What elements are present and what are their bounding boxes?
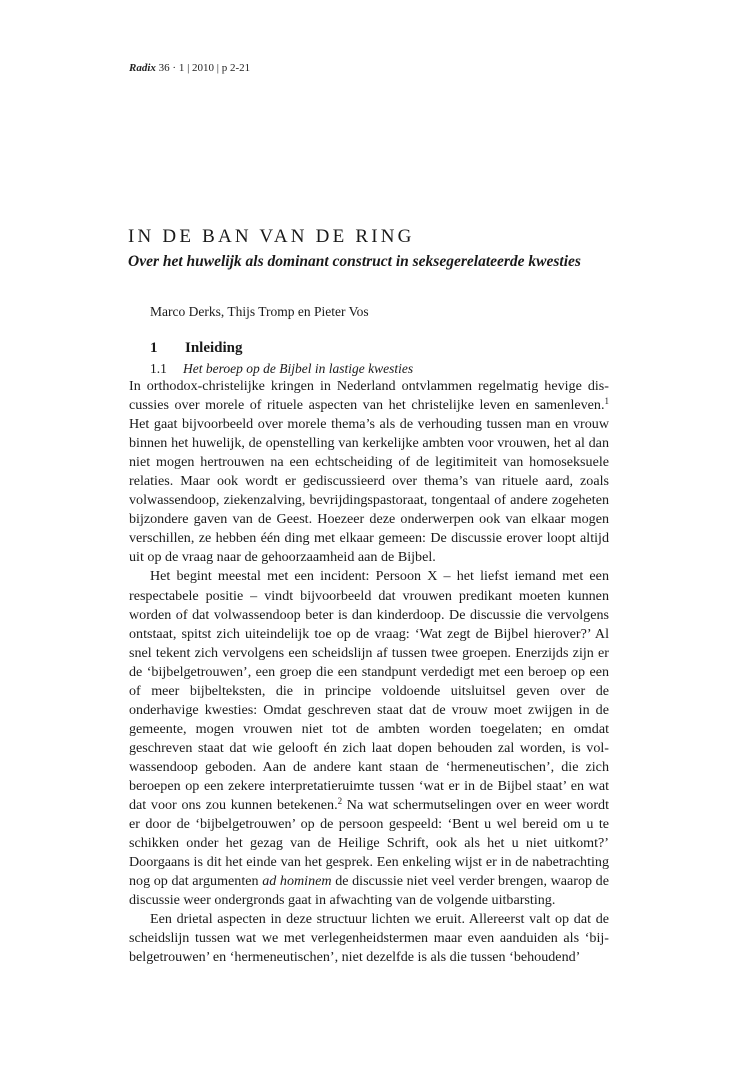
- section-title: Inleiding: [185, 340, 243, 356]
- section-number: 1: [150, 340, 158, 356]
- footnote-marker[interactable]: 1: [604, 396, 609, 407]
- paragraph-text: Het gaat bijvoorbeeld over morele thema’s als de verhouding tussen man en vrouw binnen het huwelijk, de openstelling van kerkelijke ambten voor vrouwen, het al dan niet mogen hertrouwen na een echtscheiding of de legitimiteit van homoseksuele relaties. Maar ook wordt er gediscussieerd over thema’s van rituele aard, zoals volwassendoop, ziekenzalving, bevrijdingspastoraat, tongentaal of andere zogeheten bijzondere gaven van de Geest. Hoezeer deze onderwerpen ook van elkaar mogen verschillen, ze hebben één ding met elkaar gemeen: De discussie erover loopt altijd uit op de vraag naar de gehoorzaamheid aan de Bijbel.: [129, 416, 609, 566]
- paragraph-text: In orthodox-christelijke kringen in Nederland ontvlammen regelmatig hevige discussies over morele of rituele aspecten van het christelijke leven en samenleven.: [129, 378, 609, 414]
- article-title: IN DE BAN VAN DE RING: [128, 226, 415, 247]
- paragraph: [129, 567, 609, 910]
- paragraph-text: Het begint meestal met een incident: Persoon X – het liefst iemand met een respectabele positie – vindt bijvoorbeeld dat vrouwen predikant moeten kunnen worden of dat volwassendoop beter is dan kinderdoop. De discussie die vervolgens ontstaat, spitst zich uiteindelijk toe op de vraag: ‘Wat zegt de Bijbel hierover?’ Al snel tekent zich vervolgens een scheidslijn af tussen twee groepen. Enerzijds zijn er de ‘bijbelgetrouwen’, een groep die een standpunt verdedigt met een beroep op een of meer bijbelteksten, die in principe voldoende uitsluitsel geven over de onderhavige kwesties: Omdat geschreven staat dat de vrouw moet zwijgen in de gemeente, mogen vrouwen niet tot de ambten worden toegelaten; en omdat geschreven staat dat wie gelooft én zich laat dopen behouden zal worden, is volwassendoop geboden. Aan de andere kant staan de ‘hermeneutischen’, die zich beroepen op een zekere interpretatieruimte tussen ‘wat er in de Bijbel staat’ en wat dat voor ons zou kunnen betekenen.: [129, 568, 609, 814]
- paragraph: [129, 377, 609, 567]
- section-heading: [150, 340, 243, 357]
- paragraph-text: Na wat schermutselingen over en weer wordt er door de ‘bijbelgetrouwen’ op de persoon gespeeld: ‘Bent u wel bereid om u te schikken onder het gezag van de Heilige Schrift, ook als het u niet uitkomt?’ Doorgaans is dit het einde van het gesprek. Een enkeling wijst er in de nabetrachting nog op dat argumenten: [129, 797, 609, 890]
- subsection-title: Het beroep op de Bijbel in lastige kwesties: [183, 361, 414, 376]
- subsection-number: 1.1: [150, 361, 167, 376]
- paragraph: [129, 910, 609, 967]
- journal-citation: 36 · 1 | 2010 | p 2-21: [155, 62, 251, 74]
- article-subtitle: Over het huwelijk als dominant construct in seksegerelateerde kwesties: [128, 253, 581, 270]
- running-head: [129, 62, 250, 74]
- paragraph-text: de discussie niet veel verder brengen, waarop de discussie weer ondergronds gaat in afwachting van de volgende uitbarsting.: [129, 873, 609, 909]
- latin-term: ad hominem: [262, 873, 332, 890]
- footnote-marker[interactable]: 2: [337, 796, 343, 807]
- paragraph-text: Een drietal aspecten in deze structuur lichten we eruit. Allereerst valt op dat de scheidslijn tussen wat we met verlegenheidstermen maar even aanduiden als ‘bijbelgetrouwen’ en ‘hermeneutischen’, niet dezelfde is als die tussen ‘behoudend’: [129, 911, 609, 966]
- journal-name: Radix: [129, 62, 156, 74]
- subsection-heading: [150, 361, 413, 377]
- article-authors: Marco Derks, Thijs Tromp en Pieter Vos: [150, 304, 369, 319]
- body-text: [129, 377, 609, 967]
